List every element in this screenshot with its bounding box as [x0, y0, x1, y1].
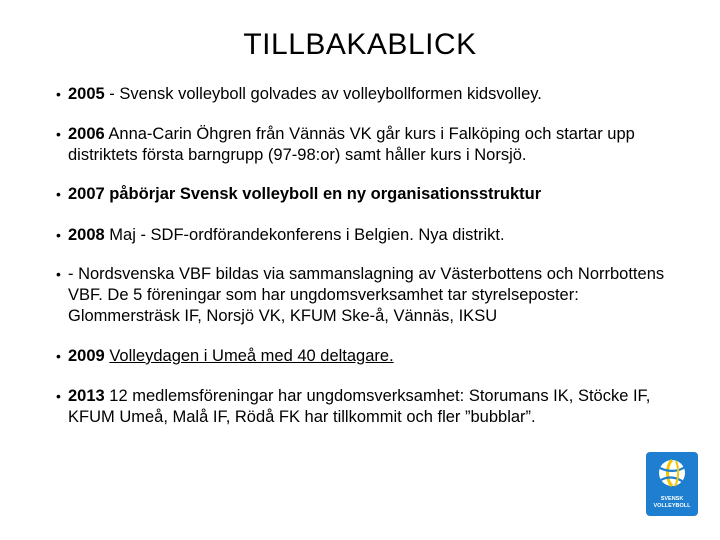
item-text: - Nordsvenska VBF bildas via sammanslagning av Västerbottens och Norrbottens VBF. De 5 föreningar som har ungdomsverksamhet tar styrelseposter: Glommersträsk IF, Norsjö VK, KFUM Ske-å, Vännäs, IKSU	[68, 265, 665, 325]
item-year: 2008	[68, 226, 105, 244]
item-year: 2007	[68, 185, 105, 203]
item-text: Anna-Carin Öhgren från Vännäs VK går kurs i Falköping och startar upp distriktets första barngrupp (97-98:or) samt håller kurs i Norsjö.	[68, 125, 635, 164]
bullet-icon: •	[56, 126, 61, 142]
bullet-icon: •	[56, 86, 61, 102]
list-item	[56, 225, 678, 246]
logo-text-svensk: SVENSK	[660, 496, 684, 502]
list-item	[56, 264, 678, 327]
list-item	[56, 84, 678, 105]
bullet-icon: •	[56, 348, 61, 364]
item-year: 2006	[68, 125, 105, 143]
bullet-icon: •	[56, 227, 61, 243]
logo-text-volleyboll: VOLLEYBOLL	[653, 503, 691, 509]
list-item	[56, 184, 678, 205]
item-link[interactable]: Volleydagen i Umeå med 40 deltagare.	[109, 347, 394, 365]
item-text: Maj - SDF-ordförandekonferens i Belgien. Nya distrikt.	[104, 226, 505, 244]
item-year: 2005	[68, 85, 105, 103]
list-item	[56, 346, 678, 367]
bullet-icon: •	[56, 186, 61, 202]
list-item	[56, 386, 678, 428]
slide-title: TILLBAKABLICK	[243, 28, 477, 61]
bullet-icon: •	[56, 388, 61, 404]
bullet-icon: •	[56, 266, 61, 282]
item-year: 2013	[68, 387, 105, 405]
item-year: 2009	[68, 347, 105, 365]
svensk-volleyboll-logo	[646, 452, 698, 516]
item-text: 12 medlemsföreningar har ungdomsverksamhet: Storumans IK, Stöcke IF, KFUM Umeå, Malå IF, Rödå FK har tillkommit och fler ”bubblar”.	[68, 387, 651, 426]
list-item	[56, 124, 678, 166]
volleyball-icon	[646, 452, 698, 496]
item-text: påbörjar Svensk volleyboll en ny organisationsstruktur	[104, 185, 542, 203]
item-text: - Svensk volleyboll golvades av volleybollformen kidsvolley.	[104, 85, 542, 103]
